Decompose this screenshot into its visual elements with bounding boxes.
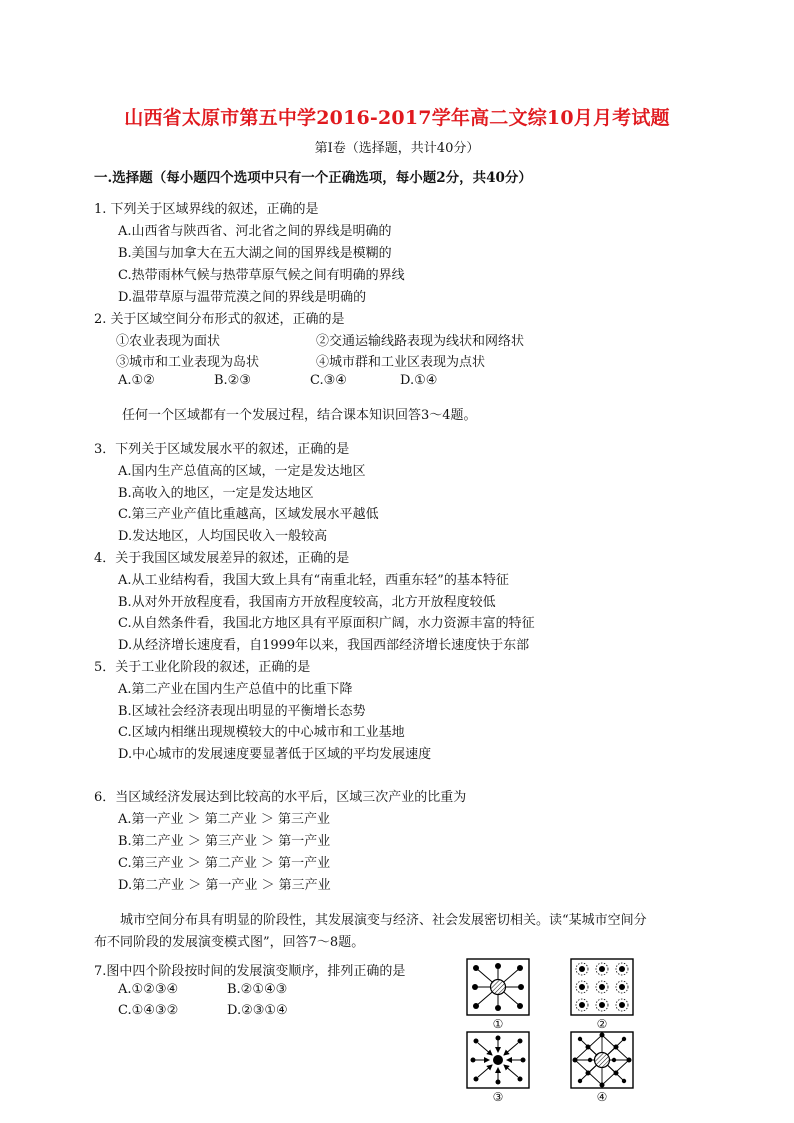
question-7-option-a: A.①②③④ — [118, 982, 179, 997]
question-7-option-b: B.②①④③ — [227, 982, 288, 997]
question-5-option-b: B.区域社会经济表现出明显的平衡增长态势 — [118, 704, 366, 719]
question-5-stem: 5．关于工业化阶段的叙述，正确的是 — [94, 660, 311, 675]
question-7-stem: 7.图中四个阶段按时间的发展演变顺序，排列正确的是 — [94, 964, 406, 979]
question-2-item-1: ①农业表现为面状 — [116, 334, 221, 349]
question-1-stem: 1. 下列关于区域界线的叙述，正确的是 — [94, 202, 319, 217]
stage-3-label: ③ — [492, 1090, 504, 1104]
question-2-item-2: ②交通运输线路表现为线状和网络状 — [316, 334, 525, 349]
question-2-option-d: D.①④ — [400, 373, 438, 388]
question-2-option-a: A.①② — [118, 373, 155, 388]
stage-3-diagram — [466, 1031, 530, 1089]
intro-questions-3-4: 任何一个区域都有一个发展过程，结合课本知识回答3～4题。 — [122, 408, 477, 423]
stage-4-label: ④ — [596, 1090, 608, 1104]
intro-questions-7-8-line1: 城市空间分布具有明显的阶段性，其发展演变与经济、社会发展密切相关。读“某城市空间分 — [120, 913, 647, 928]
question-3-stem: 3．下列关于区域发展水平的叙述，正确的是 — [94, 442, 350, 457]
intro-questions-7-8-line2: 布不同阶段的发展演变模式图”，回答7～8题。 — [94, 935, 365, 950]
question-6-option-d: D.第二产业 ＞ 第一产业 ＞ 第三产业 — [118, 878, 331, 893]
part-subtitle: 第Ⅰ卷（选择题，共计40分） — [314, 141, 480, 156]
question-3-option-b: B.高收入的地区，一定是发达地区 — [118, 486, 314, 501]
stage-1-diagram — [466, 958, 530, 1016]
question-4-option-b: B.从对外开放程度看，我国南方开放程度较高，北方开放程度较低 — [118, 595, 496, 610]
question-1-option-c: C.热带雨林气候与热带草原气候之间有明确的界线 — [118, 268, 405, 283]
stage-2-diagram — [570, 958, 634, 1016]
question-2-stem: 2. 关于区域空间分布形式的叙述，正确的是 — [94, 312, 345, 327]
question-1-option-a: A.山西省与陕西省、河北省之间的界线是明确的 — [118, 224, 392, 239]
section-heading: 一.选择题（每小题四个选项中只有一个正确选项，每小题2分，共40分） — [94, 170, 532, 186]
question-6-option-c: C.第三产业 ＞ 第二产业 ＞ 第一产业 — [118, 856, 331, 871]
question-2-item-3: ③城市和工业表现为岛状 — [116, 355, 260, 370]
question-5-option-d: D.中心城市的发展速度要显著低于区域的平均发展速度 — [118, 747, 432, 762]
question-4-stem: 4．关于我国区域发展差异的叙述，正确的是 — [94, 551, 350, 566]
question-1-option-d: D.温带草原与温带荒漠之间的界线是明确的 — [118, 290, 367, 305]
question-4-option-c: C.从自然条件看，我国北方地区具有平原面积广阔，水力资源丰富的特征 — [118, 616, 535, 631]
question-4-option-a: A.从工业结构看，我国大致上具有“南重北轻，西重东轻”的基本特征 — [118, 573, 509, 588]
question-5-option-a: A.第二产业在国内生产总值中的比重下降 — [118, 682, 353, 697]
question-7-option-c: C.①④③② — [118, 1003, 179, 1018]
question-3-option-a: A.国内生产总值高的区域，一定是发达地区 — [118, 464, 366, 479]
question-5-option-c: C.区域内相继出现规模较大的中心城市和工业基地 — [118, 725, 405, 740]
question-6-option-b: B.第二产业 ＞ 第三产业 ＞ 第一产业 — [118, 834, 331, 849]
question-1-option-b: B.美国与加拿大在五大湖之间的国界线是模糊的 — [118, 246, 392, 261]
stage-1-label: ① — [492, 1017, 504, 1031]
stage-2-label: ② — [596, 1017, 608, 1031]
question-3-option-d: D.发达地区，人均国民收入一般较高 — [118, 529, 328, 544]
question-2-option-c: C.③④ — [310, 373, 347, 388]
question-7-option-d: D.②③①④ — [227, 1003, 288, 1018]
question-2-item-4: ④城市群和工业区表现为点状 — [316, 355, 486, 370]
question-2-option-b: B.②③ — [214, 373, 251, 388]
question-6-stem: 6．当区域经济发展达到比较高的水平后，区域三次产业的比重为 — [94, 790, 467, 805]
question-6-option-a: A.第一产业 ＞ 第二产业 ＞ 第三产业 — [118, 812, 331, 827]
page-title: 山西省太原市第五中学2016-2017学年高二文综10月月考试题 — [124, 107, 670, 129]
stage-4-diagram — [570, 1031, 634, 1089]
question-4-option-d: D.从经济增长速度看，自1999年以来，我国西部经济增长速度快于东部 — [118, 638, 530, 653]
question-3-option-c: C.第三产业产值比重越高，区域发展水平越低 — [118, 507, 379, 522]
